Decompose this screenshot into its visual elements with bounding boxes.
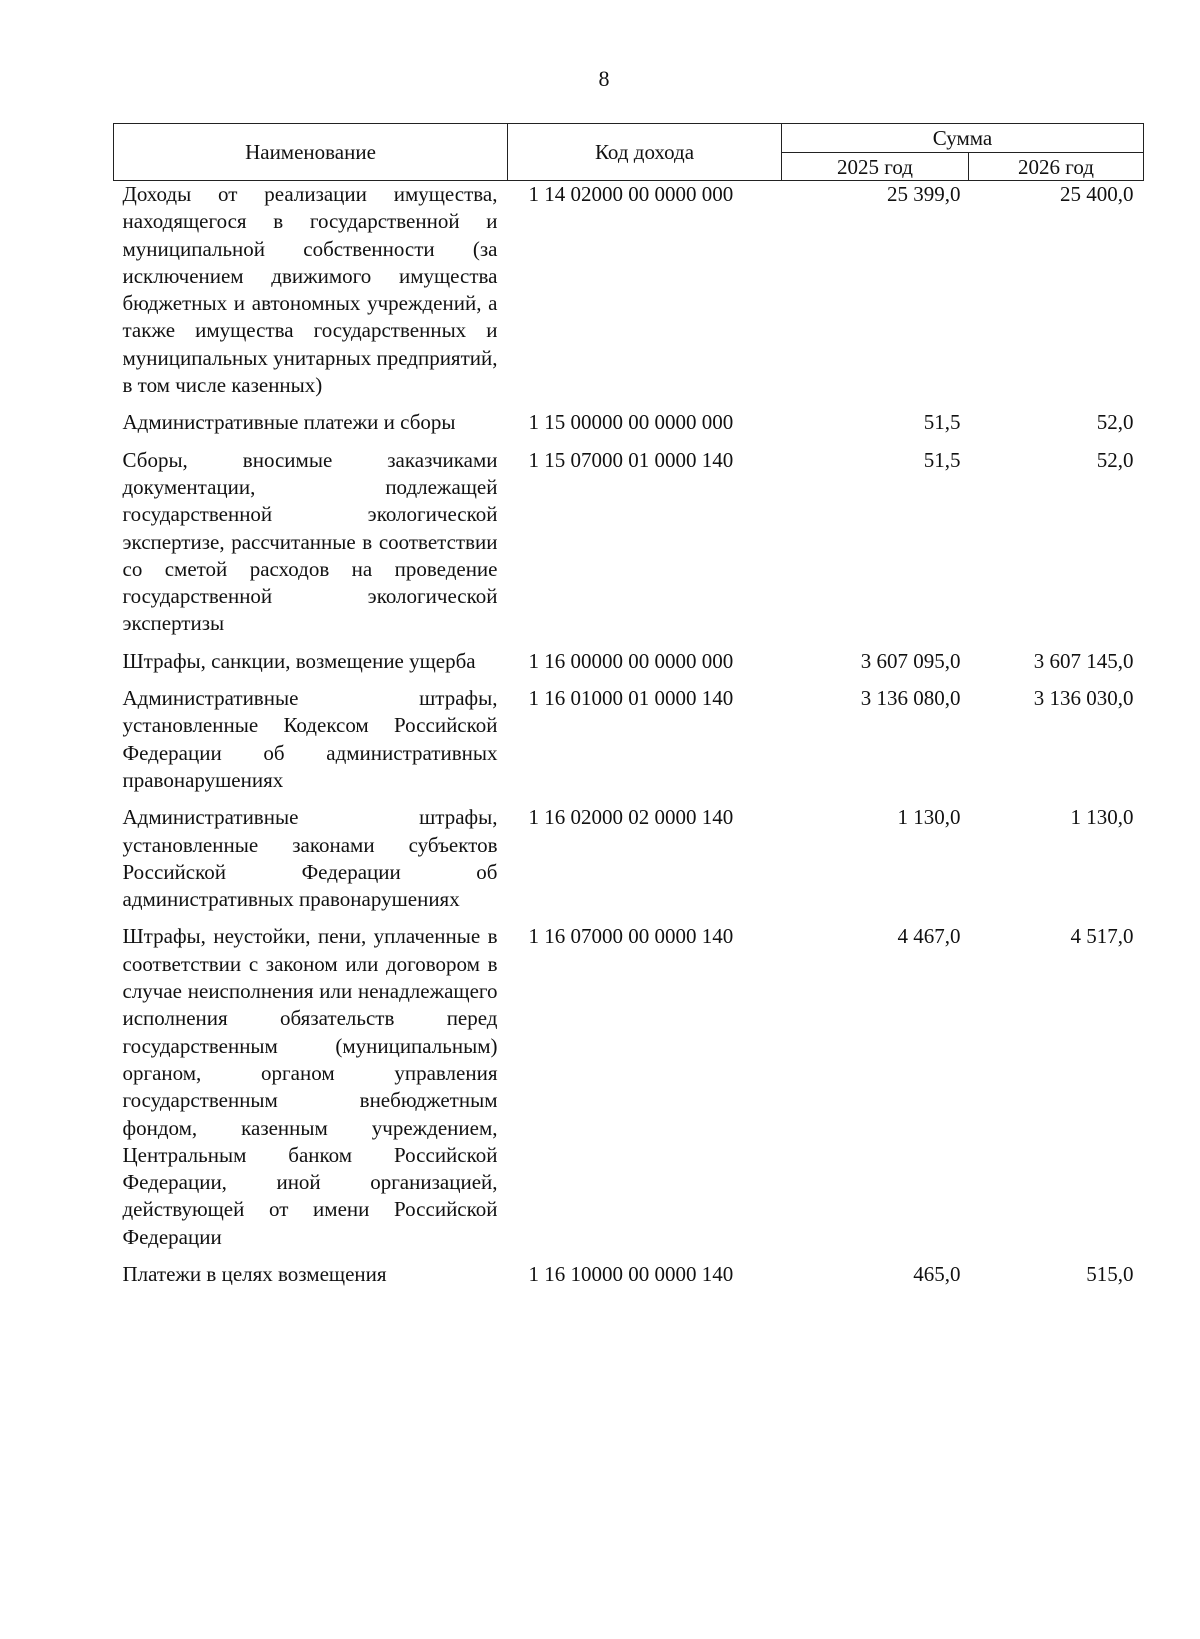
row-name: Штрафы, неустойки, пени, уплаченные в соответствии с законом или договором в случае неисполнения или ненадлежащего исполнения обязательств перед государственным (муниципальным) органом, органом управления государственным внебюджетным фондом, казенным учреждением, Центральным банком Российской Федерации, иной организацией, действующей от имени Российской Федерации bbox=[122, 924, 498, 1249]
row-value-2025: 3 136 080,0 bbox=[860, 686, 961, 711]
header-year-2026: 2026 год bbox=[969, 153, 1144, 181]
row-value-2025: 465,0 bbox=[913, 1261, 961, 1286]
row-name: Штрафы, санкции, возмещение ущерба bbox=[122, 648, 476, 673]
row-name: Административные платежи и сборы bbox=[122, 410, 456, 435]
row-value-2026: 52,0 bbox=[1096, 410, 1134, 435]
row-value-2025: 25 399,0 bbox=[887, 182, 961, 206]
row-code: 1 16 07000 00 0000 140 bbox=[528, 924, 734, 949]
table-row bbox=[114, 804, 1144, 913]
row-value-2025: 3 607 095,0 bbox=[860, 648, 961, 673]
row-value-2025: 51,5 bbox=[923, 410, 961, 435]
row-code: 1 16 02000 02 0000 140 bbox=[528, 805, 734, 830]
row-value-2026: 52,0 bbox=[1096, 447, 1134, 472]
row-name: Административные штрафы, установленные законами субъектов Российской Федерации об административных правонарушениях bbox=[122, 805, 498, 912]
row-code: 1 14 02000 00 0000 000 bbox=[528, 182, 734, 206]
row-value-2026: 515,0 bbox=[1086, 1261, 1134, 1286]
row-value-2026: 4 517,0 bbox=[1070, 924, 1134, 949]
row-value-2025: 51,5 bbox=[923, 447, 961, 472]
row-code: 1 16 01000 01 0000 140 bbox=[528, 686, 734, 711]
row-value-2026: 1 130,0 bbox=[1070, 805, 1134, 830]
table-row bbox=[114, 1261, 1144, 1288]
row-code: 1 15 00000 00 0000 000 bbox=[528, 410, 734, 435]
row-value-2026: 25 400,0 bbox=[1060, 182, 1134, 206]
row-name: Сборы, вносимые заказчиками документации, подлежащей государственной экологической экспертизе, рассчитанные в соответствии со сметой расходов на проведение государственной экологической экспертизы bbox=[122, 447, 498, 636]
row-value-2026: 3 607 145,0 bbox=[1033, 648, 1134, 673]
row-value-2026: 3 136 030,0 bbox=[1033, 686, 1134, 711]
row-name: Доходы от реализации имущества, находящегося в государственной и муниципальной собственности (за исключением движимого имущества бюджетных и автономных учреждений, а также имущества государственных и муниципальных унитарных предприятий, в том числе казенных) bbox=[122, 182, 498, 398]
row-value-2025: 1 130,0 bbox=[897, 805, 961, 830]
table-row bbox=[114, 648, 1144, 675]
table-row bbox=[114, 447, 1144, 638]
table-row bbox=[114, 181, 1144, 400]
table-row bbox=[114, 923, 1144, 1251]
row-code: 1 16 10000 00 0000 140 bbox=[528, 1261, 734, 1286]
table-row bbox=[114, 685, 1144, 794]
header-name: Наименование bbox=[114, 124, 508, 181]
page-number: 8 bbox=[598, 66, 610, 91]
row-value-2025: 4 467,0 bbox=[897, 924, 961, 949]
table-row bbox=[114, 409, 1144, 436]
row-name: Административные штрафы, установленные Кодексом Российской Федерации об административных правонарушениях bbox=[122, 686, 498, 792]
header-code: Код дохода bbox=[508, 124, 782, 181]
header-sum: Сумма bbox=[782, 124, 1144, 153]
header-year-2025: 2025 год bbox=[782, 153, 969, 181]
row-name: Платежи в целях возмещения bbox=[122, 1261, 387, 1286]
revenue-table bbox=[113, 123, 1144, 1288]
row-code: 1 15 07000 01 0000 140 bbox=[528, 447, 734, 472]
table-header bbox=[114, 124, 1144, 181]
row-code: 1 16 00000 00 0000 000 bbox=[528, 648, 734, 673]
